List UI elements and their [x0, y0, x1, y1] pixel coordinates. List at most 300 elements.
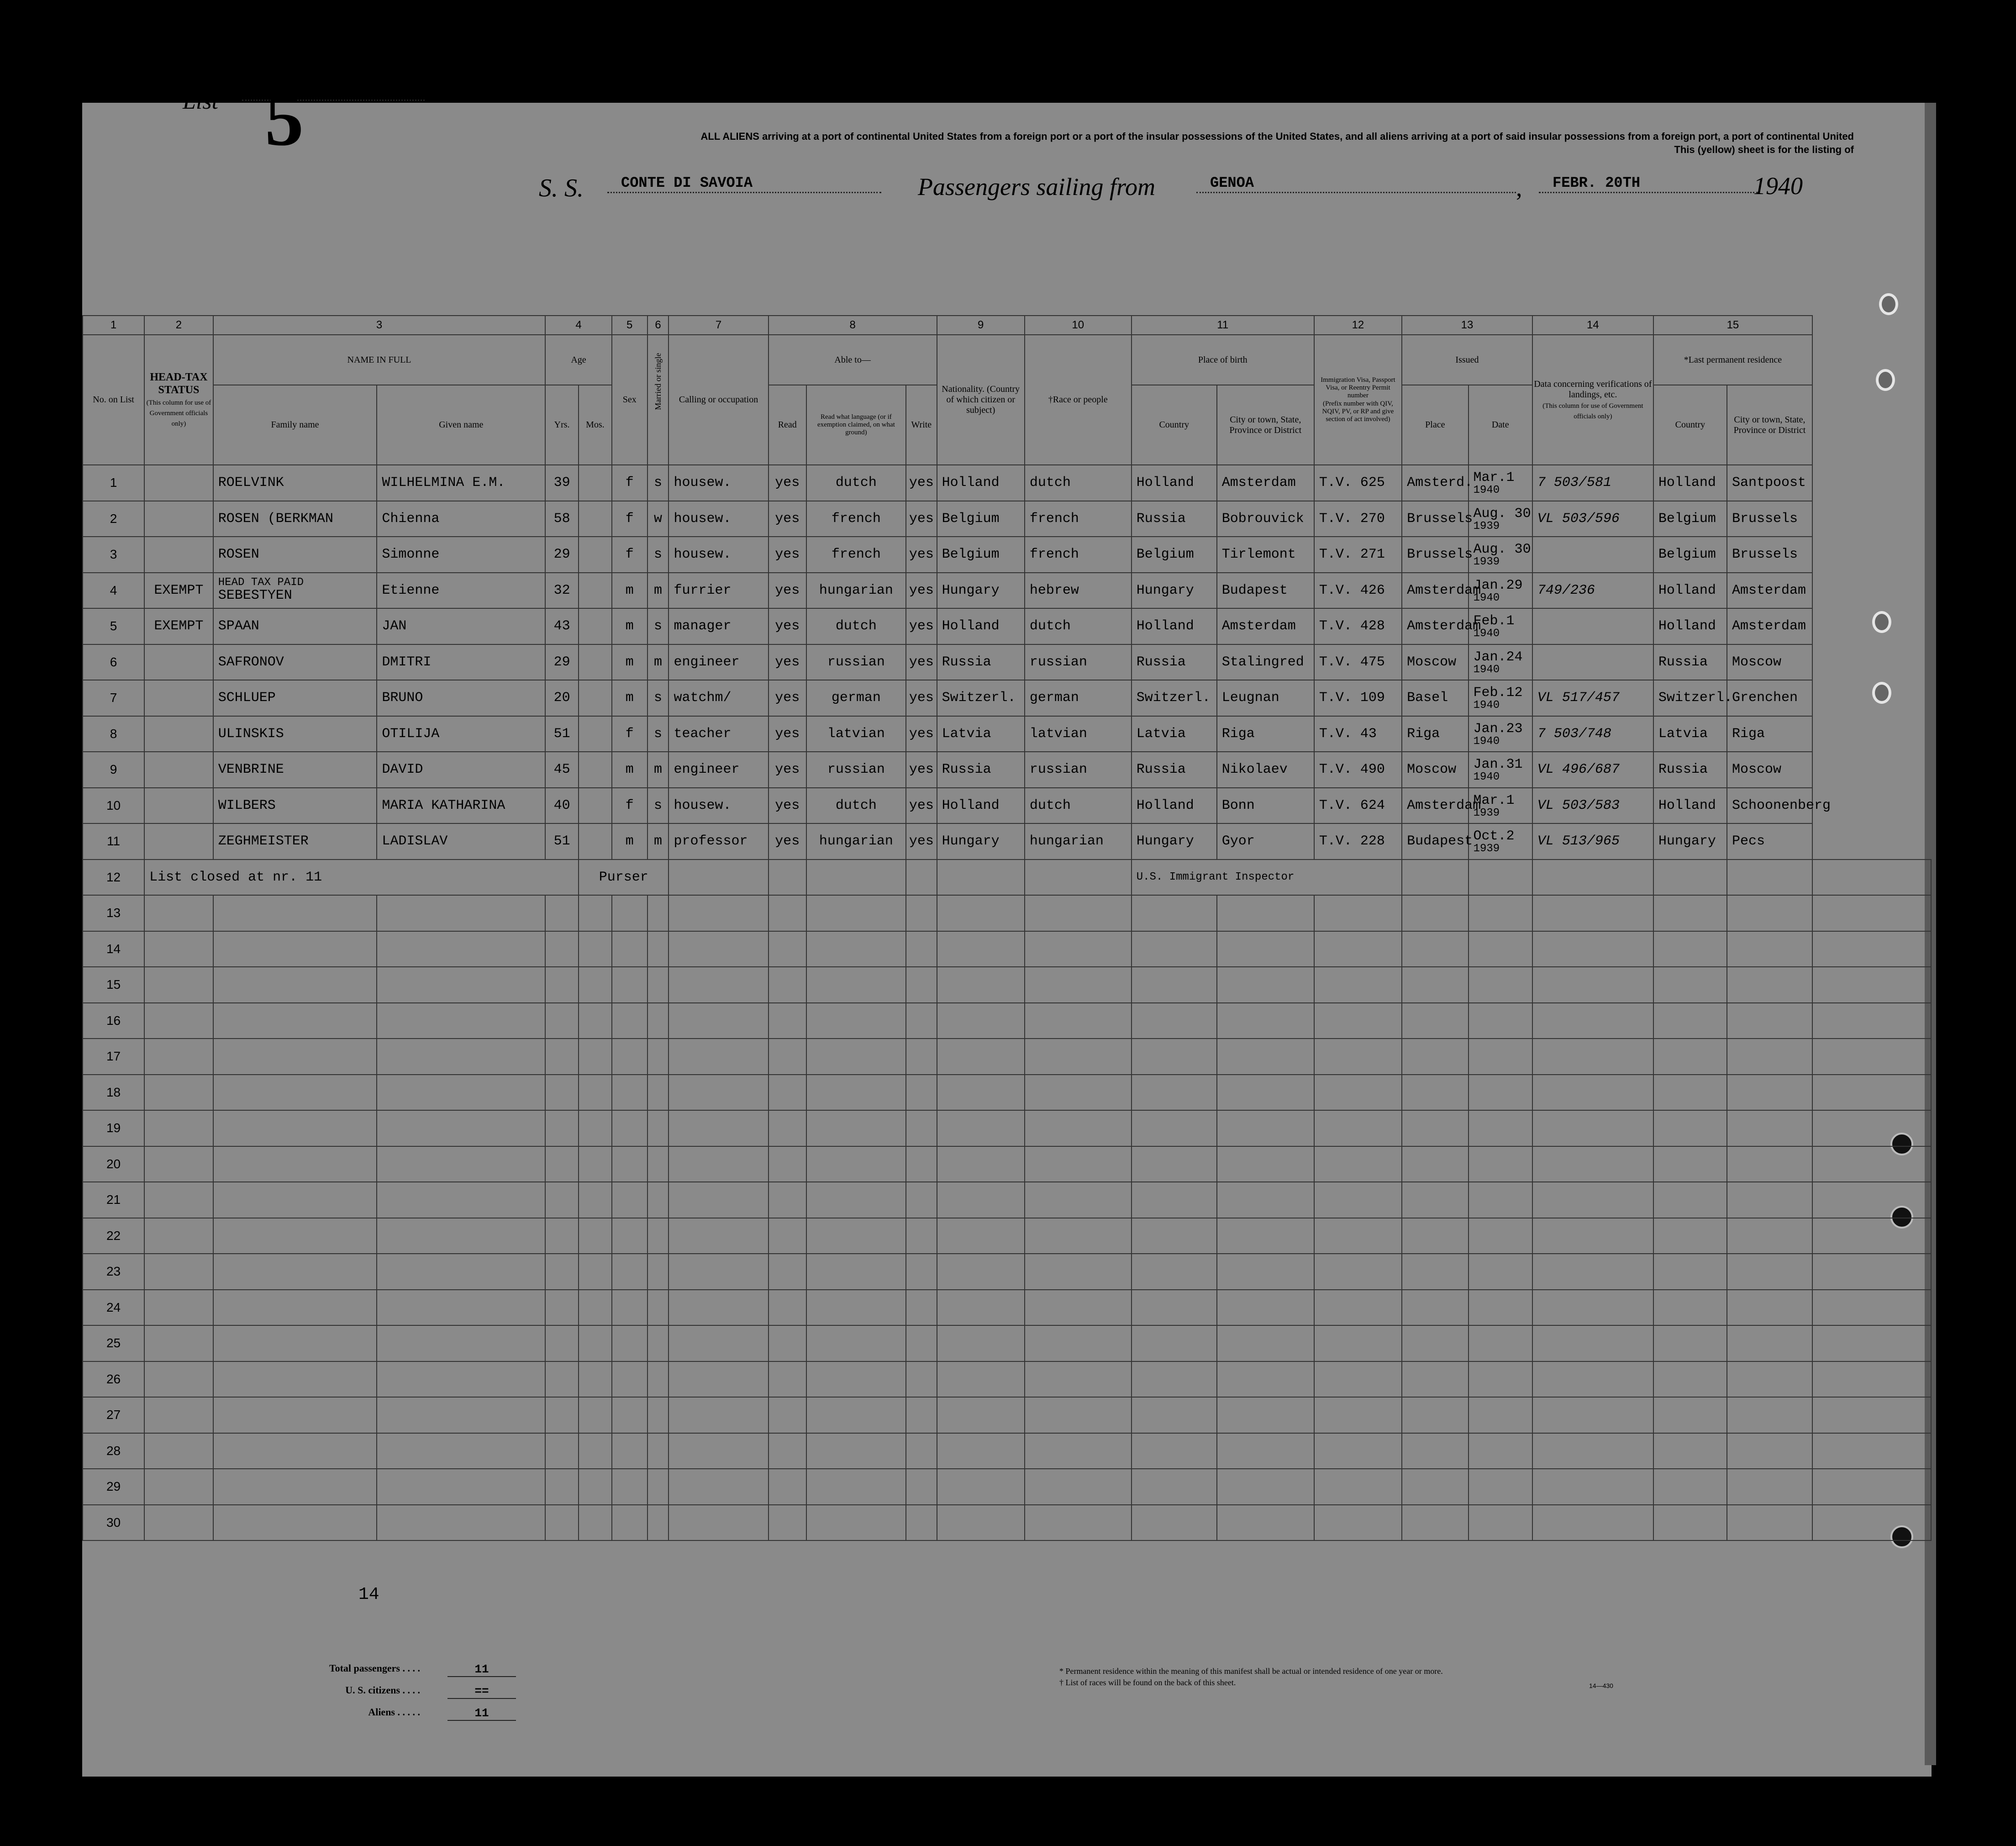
- empty-cell: [1132, 1182, 1217, 1218]
- empty-cell: [806, 1075, 906, 1111]
- empty-cell: [1653, 895, 1727, 931]
- res-country-text: Holland: [1658, 582, 1716, 598]
- empty-cell: [1532, 1146, 1653, 1182]
- empty-cell: [1025, 1361, 1132, 1398]
- cell-issued-place: [1402, 716, 1468, 752]
- cell-verification: [1532, 608, 1653, 644]
- issued-date-text: Feb.12: [1473, 685, 1523, 701]
- total-passengers-text: Total passengers: [329, 1662, 400, 1674]
- cell-write: [906, 680, 937, 716]
- cell-sex: [612, 608, 647, 644]
- table-row: [83, 573, 1931, 609]
- birth-country-text: Holland: [1136, 618, 1194, 634]
- cell-no: [83, 823, 144, 860]
- header-able-to: Able to—: [769, 335, 937, 385]
- cell-read: [769, 537, 806, 573]
- empty-cell: [579, 1182, 612, 1218]
- no-text: 1: [110, 475, 117, 490]
- empty-cell: [937, 967, 1025, 1003]
- cell-race: [1025, 823, 1132, 860]
- nationality-text: Russia: [942, 654, 991, 670]
- header-married: [647, 335, 669, 465]
- header-issued-date: Date: [1469, 385, 1532, 465]
- empty-cell: [545, 1505, 579, 1541]
- cell-birth-country: [1132, 644, 1217, 680]
- occupation-text: housew.: [674, 475, 732, 491]
- cell-issued-date: [1469, 465, 1532, 501]
- empty-cell: [1025, 1397, 1132, 1433]
- empty-cell: [1653, 1505, 1727, 1541]
- nationality-text: Holland: [942, 475, 1000, 491]
- header-birth-country: Country: [1132, 385, 1217, 465]
- language-text: latvian: [827, 726, 885, 742]
- empty-cell: [144, 1075, 213, 1111]
- empty-cell: [1812, 1361, 1931, 1398]
- issued-place-text: Amsterdam: [1407, 582, 1481, 598]
- header-row-1: [83, 335, 1931, 385]
- header-place-of-birth: Place of birth: [1132, 335, 1314, 385]
- empty-cell: [213, 967, 377, 1003]
- res-country-text: Latvia: [1658, 726, 1708, 742]
- empty-cell: [1469, 860, 1532, 896]
- cell-issued-date: [1469, 788, 1532, 824]
- issued-place-text: Moscow: [1407, 654, 1457, 670]
- cell-marital: [647, 608, 669, 644]
- cell-marital: [647, 537, 669, 573]
- yrs-text: 32: [553, 582, 570, 598]
- cell-sex: [612, 788, 647, 824]
- colnum: 10: [1025, 316, 1132, 335]
- no-text: 2: [110, 511, 117, 526]
- empty-cell: [1727, 1003, 1812, 1039]
- cell-res-city: [1727, 716, 1812, 752]
- cell-res-country: [1653, 680, 1732, 716]
- write-text: yes: [909, 762, 934, 778]
- cell-birth-city: [1217, 788, 1314, 824]
- colnum: 11: [1132, 316, 1314, 335]
- empty-cell: [144, 1254, 213, 1290]
- cell-read: [769, 608, 806, 644]
- family-text: ROSEN (BERKMAN: [218, 511, 333, 527]
- verification-text: 7 503/581: [1537, 475, 1611, 491]
- footer-notes: [1059, 1666, 1443, 1688]
- race-text: french: [1029, 511, 1079, 527]
- cell-sex: [612, 501, 647, 537]
- empty-cell: [1132, 1039, 1217, 1075]
- empty-cell: [647, 1003, 669, 1039]
- marital-text: m: [654, 833, 663, 849]
- issued-year-text: 1939: [1473, 556, 1500, 569]
- given-text: JAN: [382, 618, 407, 634]
- empty-cell: [906, 1254, 937, 1290]
- empty-cell: [1532, 967, 1653, 1003]
- table-row: [83, 1290, 1931, 1326]
- cell-write: [906, 788, 937, 824]
- empty-cell: [612, 1075, 647, 1111]
- empty-cell: [647, 1146, 669, 1182]
- inspector-label: U.S. Immigrant Inspector: [1136, 871, 1295, 884]
- empty-cell: [144, 1325, 213, 1361]
- write-text: yes: [909, 726, 934, 742]
- empty-cell: [1653, 1290, 1727, 1326]
- colnum: 4: [545, 316, 611, 335]
- write-text: yes: [909, 547, 934, 563]
- sheet-count: 14: [358, 1585, 379, 1604]
- visa-text: T.V. 270: [1319, 511, 1385, 527]
- cell-issued-place: [1402, 823, 1473, 860]
- cell-birth-city: [1217, 752, 1314, 788]
- table-row: [83, 1397, 1931, 1433]
- sex-text: m: [625, 582, 634, 598]
- cell-birth-city: [1217, 644, 1314, 680]
- table-row: [83, 1469, 1931, 1505]
- cell-birth-city: [1217, 608, 1314, 644]
- cell-race: [1025, 752, 1132, 788]
- cell-res-city: [1727, 752, 1812, 788]
- no-text: 7: [110, 691, 117, 705]
- empty-cell: [377, 1003, 545, 1039]
- issued-place-text: Riga: [1407, 726, 1440, 742]
- aliens-value: 11: [447, 1706, 516, 1721]
- header-visa: [1314, 335, 1402, 465]
- empty-cell: [1402, 1361, 1468, 1398]
- verification-text: VL 503/583: [1537, 797, 1620, 813]
- cell-yrs: [545, 716, 579, 752]
- empty-cell: [579, 1110, 612, 1146]
- empty-cell: [1812, 1505, 1931, 1541]
- empty-cell: [1217, 1075, 1314, 1111]
- birth-country-text: Belgium: [1136, 547, 1194, 563]
- empty-cell: [144, 1003, 213, 1039]
- empty-cell: [806, 1469, 906, 1505]
- cell-tax: [144, 608, 213, 644]
- issued-date-text: Jan.23: [1473, 721, 1523, 737]
- cell-family: [213, 644, 377, 680]
- empty-cell: [213, 1361, 377, 1398]
- cell-verification: [1532, 501, 1653, 537]
- birth-country-text: Russia: [1136, 762, 1186, 778]
- departure-port: GENOA: [1210, 174, 1254, 191]
- empty-cell: [1402, 1075, 1468, 1111]
- empty-cell: [1469, 895, 1532, 931]
- empty-cell: [806, 1361, 906, 1398]
- cell-no: [83, 931, 144, 967]
- empty-cell: [1402, 860, 1468, 896]
- cell-res-city: [1727, 608, 1812, 644]
- empty-cell: [144, 1290, 213, 1326]
- cell-read: [769, 823, 806, 860]
- empty-cell: [906, 1039, 937, 1075]
- empty-cell: [545, 1397, 579, 1433]
- empty-cell: [937, 1146, 1025, 1182]
- instructions-line-2: This (yellow) sheet is for the listing of: [1674, 143, 1854, 155]
- cell-mos: [579, 680, 612, 716]
- cell-tax: [144, 680, 213, 716]
- empty-cell: [668, 1290, 768, 1326]
- instructions-line-1: ALL ALIENS arriving at a port of continental United States from a foreign port or a port of the insular possessions of the United States, and all aliens arriving at a port of said insular possessions from a foreign port, a port of continental United: [700, 131, 1854, 142]
- empty-cell: [647, 1469, 669, 1505]
- empty-cell: [579, 1361, 612, 1398]
- cell-no: [83, 573, 144, 609]
- yrs-text: 51: [553, 726, 570, 742]
- empty-cell: [1314, 1003, 1402, 1039]
- cell-no: [83, 1469, 144, 1505]
- empty-cell: [1217, 895, 1314, 931]
- no-text: 8: [110, 726, 117, 741]
- table-row: [83, 967, 1931, 1003]
- comma: ,: [1516, 174, 1522, 201]
- header-nationality: Nationality. (Country of which citizen or subject): [937, 335, 1025, 465]
- empty-cell: [1469, 1505, 1532, 1541]
- colnum: 6: [647, 316, 669, 335]
- list-closed-cell: [144, 860, 579, 896]
- empty-cell: [1025, 860, 1132, 896]
- res-city-text: Brussels: [1732, 547, 1798, 563]
- empty-cell: [906, 860, 937, 896]
- colnum: 13: [1402, 316, 1532, 335]
- row-number: 19: [106, 1121, 121, 1135]
- table-row: [83, 752, 1931, 788]
- read-text: yes: [775, 797, 800, 813]
- cell-mos: [579, 501, 612, 537]
- marital-text: s: [654, 690, 663, 706]
- empty-cell: [1025, 1254, 1132, 1290]
- sex-text: m: [625, 618, 634, 634]
- empty-cell: [668, 1433, 768, 1469]
- birth-city-text: Nikolaev: [1221, 762, 1288, 778]
- header-name-in-full: NAME IN FULL: [213, 335, 545, 385]
- empty-cell: [144, 1433, 213, 1469]
- port-line: [1196, 192, 1516, 193]
- issued-place-text: Moscow: [1407, 762, 1457, 778]
- empty-cell: [377, 1218, 545, 1254]
- empty-cell: [144, 1397, 213, 1433]
- table-row: [83, 680, 1931, 716]
- sex-text: f: [625, 797, 634, 813]
- empty-cell: [806, 931, 906, 967]
- cell-res-city: [1727, 823, 1812, 860]
- race-text: latvian: [1029, 726, 1087, 742]
- empty-cell: [668, 1039, 768, 1075]
- family-text: ULINSKIS: [218, 726, 284, 742]
- empty-cell: [612, 1325, 647, 1361]
- marital-text: m: [654, 582, 663, 598]
- cell-marital: [647, 680, 669, 716]
- cell-given: [377, 537, 545, 573]
- empty-cell: [1025, 895, 1132, 931]
- cell-sex: [612, 752, 647, 788]
- empty-cell: [579, 1469, 612, 1505]
- header-yrs: Yrs.: [545, 385, 579, 465]
- header-verifications: [1532, 335, 1653, 465]
- cell-family: [213, 465, 377, 501]
- empty-cell: [1314, 1254, 1402, 1290]
- cell-issued-place: [1402, 501, 1473, 537]
- cell-sex: [612, 716, 647, 752]
- empty-cell: [1025, 1110, 1132, 1146]
- empty-cell: [612, 1003, 647, 1039]
- empty-cell: [579, 1505, 612, 1541]
- empty-cell: [1812, 1433, 1931, 1469]
- cell-write: [906, 823, 937, 860]
- header-last-residence: *Last permanent residence: [1653, 335, 1812, 385]
- header-calling: Calling or occupation: [668, 335, 768, 465]
- cell-sex: [612, 465, 647, 501]
- empty-cell: [144, 1146, 213, 1182]
- empty-cell: [144, 895, 213, 931]
- issued-date-text: Aug. 30: [1473, 506, 1531, 522]
- colnum: 14: [1532, 316, 1653, 335]
- header-family-name: Family name: [213, 385, 377, 465]
- cell-yrs: [545, 788, 579, 824]
- cell-birth-country: [1132, 465, 1217, 501]
- empty-cell: [144, 1110, 213, 1146]
- cell-given: [377, 788, 545, 824]
- family-text: ROSEN: [218, 547, 259, 563]
- empty-cell: [647, 931, 669, 967]
- empty-cell: [1314, 1146, 1402, 1182]
- aliens-text: Aliens: [368, 1706, 395, 1718]
- family-text: VENBRINE: [218, 762, 284, 778]
- empty-cell: [769, 1433, 806, 1469]
- empty-cell: [1532, 1325, 1653, 1361]
- issued-date-text: Jan.31: [1473, 757, 1523, 773]
- cell-occupation: [668, 644, 768, 680]
- cell-visa: [1314, 788, 1402, 824]
- row-number: 30: [106, 1515, 121, 1530]
- empty-cell: [769, 1254, 806, 1290]
- empty-cell: [906, 1182, 937, 1218]
- res-country-text: Russia: [1658, 654, 1708, 670]
- empty-cell: [1653, 967, 1727, 1003]
- cell-family: [213, 501, 377, 537]
- yrs-text: 40: [553, 797, 570, 813]
- cell-yrs: [545, 644, 579, 680]
- marital-text: s: [654, 726, 663, 742]
- row-number: 23: [106, 1264, 121, 1279]
- cell-occupation: [668, 501, 768, 537]
- cell-issued-place: [1402, 644, 1468, 680]
- visa-text: T.V. 109: [1319, 690, 1385, 706]
- cell-birth-country: [1132, 788, 1217, 824]
- empty-cell: [1532, 1254, 1653, 1290]
- table-row: [83, 1110, 1931, 1146]
- cell-visa: [1314, 823, 1402, 860]
- birth-country-text: Holland: [1136, 475, 1194, 491]
- empty-cell: [213, 1218, 377, 1254]
- sailing-year: 1940: [1753, 172, 1803, 200]
- empty-cell: [213, 1075, 377, 1111]
- department-name: U. S. DEPARTMENT OF LABOR: [191, 36, 325, 46]
- res-city-text: Pecs: [1732, 833, 1765, 849]
- family-text: SAFRONOV: [218, 654, 284, 670]
- cell-res-country: [1653, 573, 1727, 609]
- aliens-label: Aliens . . . . .: [368, 1706, 420, 1718]
- given-text: MARIA KATHARINA: [382, 797, 505, 813]
- empty-cell: [1132, 1003, 1217, 1039]
- empty-cell: [545, 1290, 579, 1326]
- empty-cell: [579, 967, 612, 1003]
- given-text: LADISLAV: [382, 833, 448, 849]
- empty-cell: [1812, 1397, 1931, 1433]
- table-row: [83, 860, 1931, 896]
- birth-city-text: Leugnan: [1221, 690, 1279, 706]
- cell-no: [83, 644, 144, 680]
- empty-cell: [1314, 967, 1402, 1003]
- given-text: WILHELMINA E.M.: [382, 475, 505, 491]
- empty-cell: [1812, 1003, 1931, 1039]
- cell-res-country: [1653, 608, 1727, 644]
- read-text: yes: [775, 475, 800, 491]
- cell-birth-country: [1132, 823, 1217, 860]
- row-number: 18: [106, 1085, 121, 1099]
- race-text: german: [1029, 690, 1079, 706]
- empty-cell: [545, 895, 579, 931]
- empty-cell: [1132, 1505, 1217, 1541]
- empty-cell: [1532, 1469, 1653, 1505]
- birth-city-text: Gyor: [1221, 833, 1255, 849]
- empty-cell: [377, 1075, 545, 1111]
- empty-cell: [1025, 967, 1132, 1003]
- language-text: dutch: [835, 797, 877, 813]
- cell-no: [83, 1325, 144, 1361]
- cell-tax: [144, 573, 213, 609]
- race-text: russian: [1029, 762, 1087, 778]
- list-label: List: [183, 88, 219, 114]
- ss-label: S. S.: [539, 174, 584, 202]
- empty-cell: [769, 860, 806, 896]
- empty-cell: [1727, 1505, 1812, 1541]
- cell-language: [806, 537, 906, 573]
- empty-cell: [1727, 1039, 1812, 1075]
- empty-cell: [1402, 1110, 1468, 1146]
- cell-verification: [1532, 644, 1653, 680]
- birth-country-text: Latvia: [1136, 726, 1186, 742]
- issued-date-text: Oct.2: [1473, 828, 1515, 844]
- occupation-text: manager: [674, 618, 732, 634]
- given-text: OTILIJA: [382, 726, 440, 742]
- race-text: dutch: [1029, 475, 1071, 491]
- manifest-table: [82, 315, 1932, 1541]
- verification-text: VL 496/687: [1537, 762, 1620, 778]
- empty-cell: [1025, 1146, 1132, 1182]
- cell-birth-city: [1217, 716, 1314, 752]
- empty-cell: [1402, 1397, 1468, 1433]
- empty-cell: [1314, 895, 1402, 931]
- cell-given: [377, 716, 545, 752]
- cell-no: [83, 967, 144, 1003]
- empty-cell: [1653, 1361, 1727, 1398]
- cell-res-city: [1727, 537, 1812, 573]
- empty-cell: [1217, 1397, 1314, 1433]
- empty-cell: [612, 895, 647, 931]
- cell-mos: [579, 608, 612, 644]
- marital-text: m: [654, 654, 663, 670]
- row-number: 21: [106, 1192, 121, 1207]
- cell-verification: [1532, 537, 1653, 573]
- empty-cell: [1132, 931, 1217, 967]
- empty-cell: [647, 1433, 669, 1469]
- cell-res-city: [1727, 644, 1812, 680]
- empty-cell: [937, 931, 1025, 967]
- header-race: †Race or people: [1025, 335, 1132, 465]
- empty-cell: [1653, 1254, 1727, 1290]
- cell-mos: [579, 823, 612, 860]
- empty-cell: [806, 1182, 906, 1218]
- issued-place-text: Budapest: [1407, 833, 1473, 849]
- empty-cell: [647, 1254, 669, 1290]
- us-citizens-text: U. S. citizens: [345, 1684, 400, 1696]
